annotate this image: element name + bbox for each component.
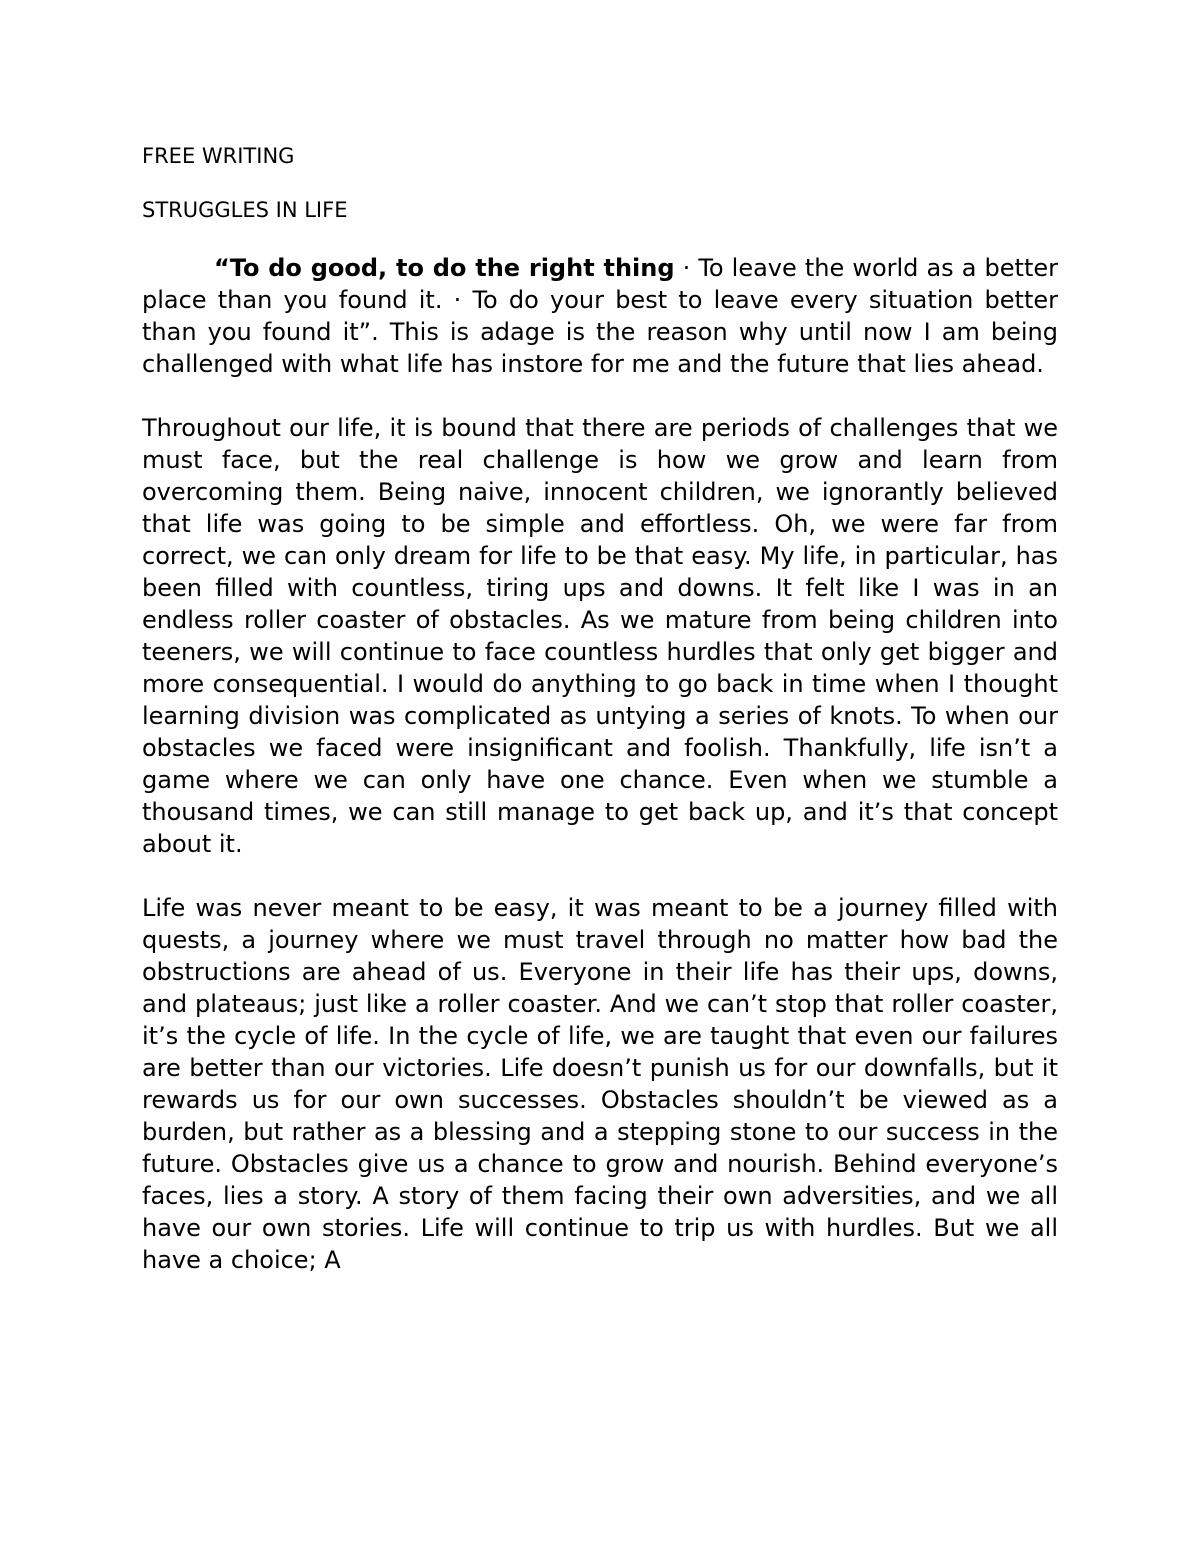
paragraph-3: Life was never meant to be easy, it was meant to be a journey filled with quests, a journey where we must travel through no matter how bad the obstructions are ahead of us. Everyone in their life has their ups, downs, and plateaus; just like a roller coaster. And we can’t stop that roller coaster, it’s the cycle of life. In the cycle of life, we are taught that even our failures are better than our victories. Life doesn’t punish us for our downfalls, but it rewards us for our own successes. Obstacles shouldn’t be viewed as a burden, but rather as a blessing and a stepping stone to our success in the future. Obstacles give us a chance to grow and nourish. Behind everyone’s faces, lies a story. A story of them facing their own adversities, and we all have our own stories. Life will continue to trip us with hurdles. But we all have a choice; A <box>142 894 1058 1274</box>
paragraph-1 <box>142 252 1058 380</box>
paragraph-1-text: · To leave the world as a better place than you found it. · To do your best to leave every situation better than you found it”. This is adage is the reason why until now I am being challenged with what life has instore for me and the future that lies ahead. <box>142 254 1059 378</box>
document-body <box>142 252 1058 1276</box>
document-title: FREE WRITING <box>142 144 295 168</box>
paragraph-1-quote: “To do good, to do the right thing <box>214 254 675 282</box>
document-subtitle: STRUGGLES IN LIFE <box>142 198 348 222</box>
paragraph-2: Throughout our life, it is bound that there are periods of challenges that we must face, but the real challenge is how we grow and learn from overcoming them. Being naive, innocent children, we ignorantly believed that life was going to be simple and effortless. Oh, we were far from correct, we can only dream for life to be that easy. My life, in particular, has been filled with countless, tiring ups and downs. It felt like I was in an endless roller coaster of obstacles. As we mature from being children into teeners, we will continue to face countless hurdles that only get bigger and more consequential. I would do anything to go back in time when I thought learning division was complicated as untying a series of knots. To when our obstacles we faced were insignificant and foolish. Thankfully, life isn’t a game where we can only have one chance. Even when we stumble a thousand times, we can still manage to get back up, and it’s that concept about it. <box>142 414 1058 858</box>
